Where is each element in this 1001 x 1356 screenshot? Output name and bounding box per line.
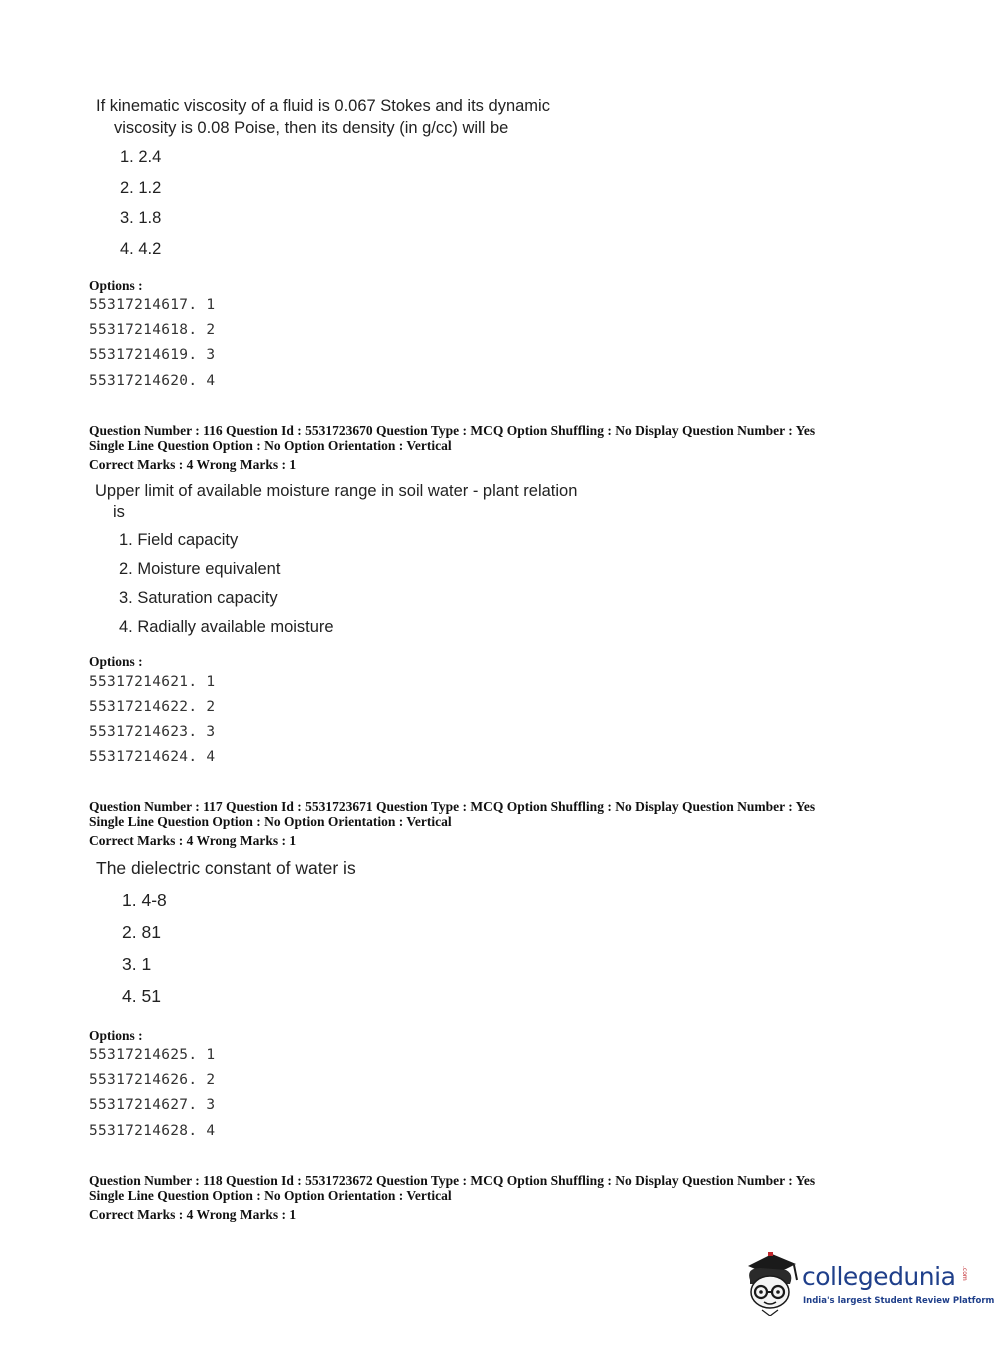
q117-marks: Correct Marks : 4 Wrong Marks : 1 bbox=[89, 833, 297, 848]
q115-option-id-3: 55317214619. 3 bbox=[89, 347, 216, 363]
q115-choice-3: 3. 1.8 bbox=[120, 209, 162, 227]
q117-options-label: Options : bbox=[89, 1028, 143, 1043]
q115-option-id-2: 55317214618. 2 bbox=[89, 322, 216, 338]
q117-option-id-2: 55317214626. 2 bbox=[89, 1072, 216, 1088]
logo-wordmark: collegedunia bbox=[802, 1262, 956, 1291]
q116-option-id-2: 55317214622. 2 bbox=[89, 699, 216, 715]
q117-choice-4: 4. 51 bbox=[122, 986, 161, 1006]
q117-choice-3: 3. 1 bbox=[122, 954, 152, 974]
q116-option-id-1: 55317214621. 1 bbox=[89, 674, 216, 690]
q117-option-id-3: 55317214627. 3 bbox=[89, 1097, 216, 1113]
q115-choice-1: 1. 2.4 bbox=[120, 148, 162, 166]
collegedunia-logo[interactable] bbox=[742, 1250, 995, 1320]
logo-suffix: .com bbox=[961, 1266, 968, 1281]
q116-meta-line1: Question Number : 116 Question Id : 5531723670 Question Type : MCQ Option Shuffling : No Display Question Number : Yes bbox=[89, 423, 816, 438]
q118-marks: Correct Marks : 4 Wrong Marks : 1 bbox=[89, 1207, 297, 1222]
q116-options-label: Options : bbox=[89, 654, 143, 669]
q115-question-line1: If kinematic viscosity of a fluid is 0.067 Stokes and its dynamic bbox=[96, 97, 550, 115]
q115-options-label: Options : bbox=[89, 278, 143, 293]
q116-question-line1: Upper limit of available moisture range in soil water - plant relation bbox=[95, 482, 578, 500]
q115-option-id-1: 55317214617. 1 bbox=[89, 297, 216, 313]
q117-choice-2: 2. 81 bbox=[122, 922, 161, 942]
q116-meta-line2: Single Line Question Option : No Option Orientation : Vertical bbox=[89, 438, 452, 453]
q115-question-line2: viscosity is 0.08 Poise, then its density (in g/cc) will be bbox=[114, 119, 509, 137]
q116-choice-2: 2. Moisture equivalent bbox=[119, 560, 281, 578]
q116-question-line2: is bbox=[113, 503, 125, 521]
q117-option-id-1: 55317214625. 1 bbox=[89, 1047, 216, 1063]
q117-question-line1: The dielectric constant of water is bbox=[96, 858, 356, 878]
q118-meta-line1: Question Number : 118 Question Id : 5531723672 Question Type : MCQ Option Shuffling : No Display Question Number : Yes bbox=[89, 1173, 816, 1188]
q116-choice-3: 3. Saturation capacity bbox=[119, 589, 278, 607]
mascot-icon bbox=[742, 1250, 800, 1316]
q115-option-id-4: 55317214620. 4 bbox=[89, 373, 216, 389]
q116-choice-4: 4. Radially available moisture bbox=[119, 618, 334, 636]
q117-option-id-4: 55317214628. 4 bbox=[89, 1123, 216, 1139]
q118-meta-line2: Single Line Question Option : No Option Orientation : Vertical bbox=[89, 1188, 452, 1203]
logo-tagline: India's largest Student Review Platform bbox=[803, 1296, 995, 1306]
q116-option-id-3: 55317214623. 3 bbox=[89, 724, 216, 740]
q117-choice-1: 1. 4-8 bbox=[122, 890, 167, 910]
q115-choice-4: 4. 4.2 bbox=[120, 240, 162, 258]
q116-marks: Correct Marks : 4 Wrong Marks : 1 bbox=[89, 457, 297, 472]
q116-option-id-4: 55317214624. 4 bbox=[89, 749, 216, 765]
q116-choice-1: 1. Field capacity bbox=[119, 531, 239, 549]
q117-meta-line2: Single Line Question Option : No Option Orientation : Vertical bbox=[89, 814, 452, 829]
q115-choice-2: 2. 1.2 bbox=[120, 179, 162, 197]
q117-meta-line1: Question Number : 117 Question Id : 5531723671 Question Type : MCQ Option Shuffling : No Display Question Number : Yes bbox=[89, 799, 816, 814]
